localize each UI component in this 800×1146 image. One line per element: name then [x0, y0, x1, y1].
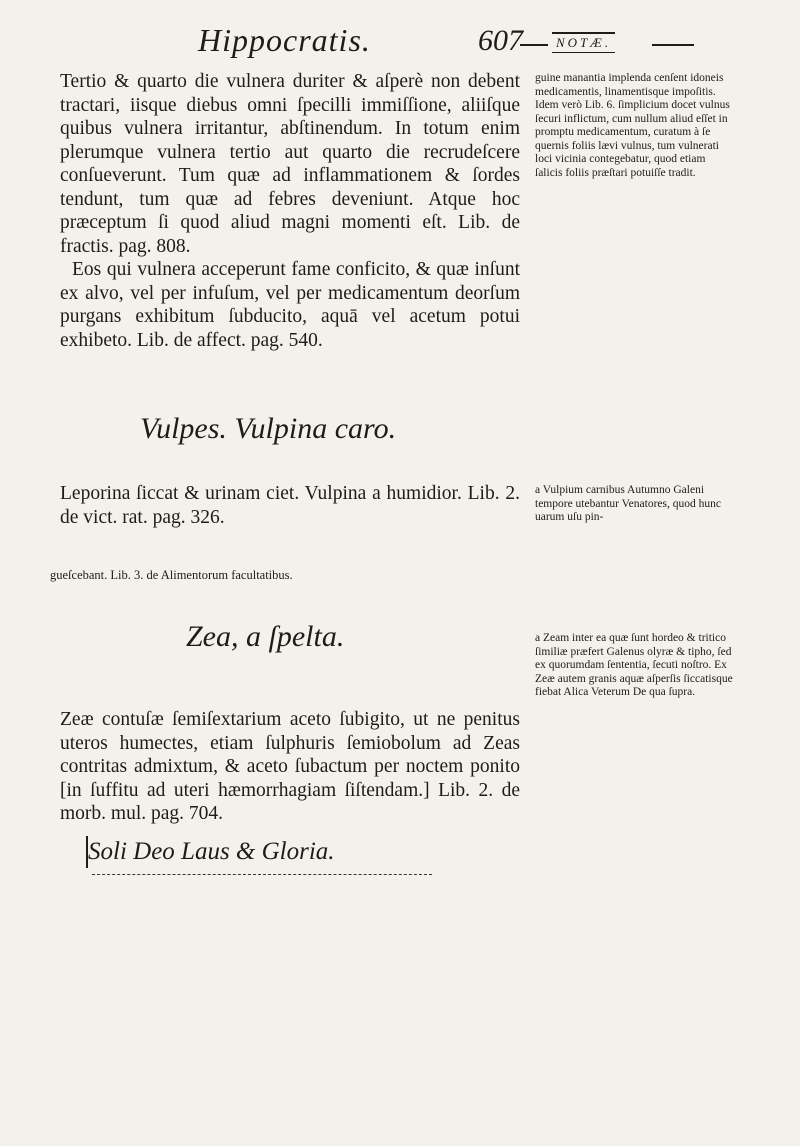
section-3-heading: Zea, a ſpelta. [186, 620, 345, 653]
page-header [0, 22, 800, 62]
section-1-margin-notes [535, 72, 735, 180]
section-2-heading: Vulpes. Vulpina caro. [140, 412, 397, 445]
header-rule-left [520, 44, 548, 46]
section-3-main-text [60, 708, 520, 826]
section-1-main-text [60, 70, 520, 352]
notes-label: NOTÆ. [552, 32, 615, 53]
section-2-note: a Vulpium carnibus Autumno Galeni tempore utebantur Venatores, quod hunc uarum uſu pin- [535, 484, 721, 523]
section-2-paragraph: Leporina ſiccat & urinam ciet. Vulpina a humidior. Lib. 2. de vict. rat. pag. 326. [60, 483, 520, 528]
section-1-note: guine manantia implenda cenſent idoneis medicamentis, linamentisque impoſitis. Idem verò Lib. 6. ſimplicium docet vulnus ſecuri inflictum, cum nullum aliud eſſet in promptu medicamentum, curatum à ſe quernis foliis lævi vulnus, tum vulnerati loci vicinia contegebatur, quod etiam ſalicis foliis præſtari potuiſſe tradit. [535, 72, 730, 179]
section-3-note: a Zeam inter ea quæ ſunt hordeo & tritico ſimiliæ præfert Galenus olyræ & tipho, ſed ex quorumdam ſententia, ſecuti noſtro. Ex Zeæ autem granis aquæ aſperſis ſiccatisque fiebat Alica Veterum De qua ſupra. [535, 632, 733, 698]
section-2-main-text [60, 482, 520, 529]
closing-doxology: Soli Deo Laus & Gloria. [88, 838, 335, 865]
running-title: Hippocratis. [198, 22, 371, 58]
section-1-paragraph-2: Eos qui vulnera acceperunt fame conficito, & quæ inſunt ex alvo, vel per infuſum, vel per medicamentum deorſum purgans exhibitum ſubducito, aquā vel acetum potui exhibeto. Lib. de affect. pag. 540. [60, 259, 520, 351]
section-2-trailing-reference: gueſcebant. Lib. 3. de Alimentorum facultatibus. [50, 568, 293, 582]
page-number: 607 [478, 24, 523, 57]
closing-ornamental-rule [92, 874, 432, 875]
header-rule-right [652, 44, 694, 46]
section-3-paragraph: Zeæ contuſæ ſemiſextarium aceto ſubigito, ut ne penitus uteros humectes, etiam ſulphuris ſemiobolum ad Zeas contritas admixtum, & aceto ſubactum per noctem ponito [in ſuffitu ad uteri hæmorrhagiam ſiſtendam.] Lib. 2. de morb. mul. pag. 704. [60, 709, 520, 824]
section-1-paragraph-1: Tertio & quarto die vulnera duriter & aſperè non debent tractari, iisque diebus omni ſpecilli immiſſione, aliiſque quibus vulnera irritantur, abſtinendum. In totum enim plerumque vulnera tertio aut quarto die recrudeſcere conſueverunt. Tum quæ ad inflammationem & ſordes tendunt, tum quæ ad febres deveniunt. Atque hoc præceptum ſi quod aliud magni momenti eſt. Lib. de fractis. pag. 808. [60, 71, 520, 257]
section-3-margin-notes [535, 632, 735, 700]
section-2-margin-notes [535, 484, 735, 525]
